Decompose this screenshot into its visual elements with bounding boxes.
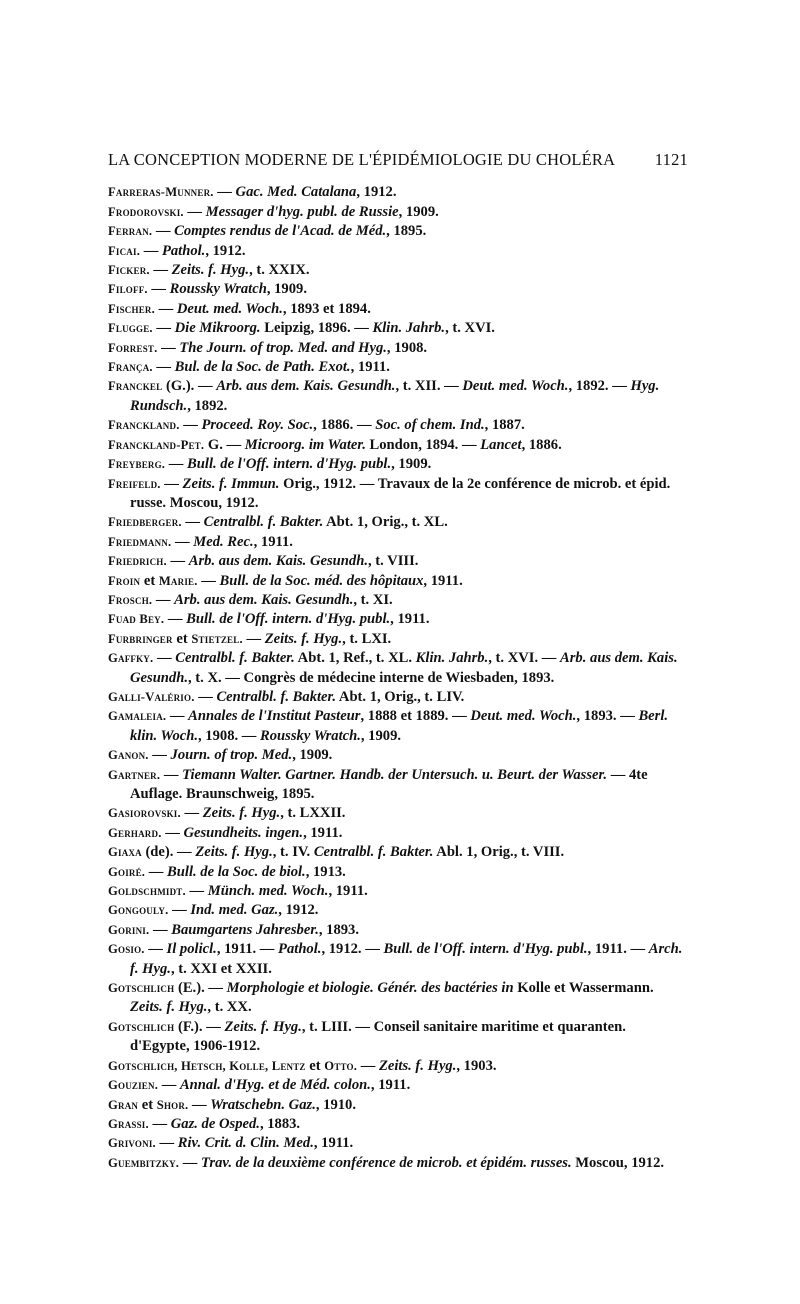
entry-source: Zeits. f. Hyg.: [130, 999, 208, 1016]
entry-author: Galli-Valério.: [108, 689, 195, 704]
entry-text: , 1911.: [313, 1135, 354, 1152]
entry-text: , 1909.: [292, 747, 333, 764]
entry-author: Ferran.: [108, 224, 153, 239]
entry-text: , 1895.: [386, 223, 427, 240]
entry-text: , 1886.: [521, 436, 562, 453]
entry-text: , 1911.: [390, 611, 430, 628]
bibliography-entry: [108, 843, 688, 862]
bibliography-entry: [108, 261, 688, 280]
entry-author: Gotschlich, Hetsch, Kolle, Lentz: [108, 1058, 306, 1073]
bibliography-entry: [108, 824, 688, 843]
entry-author: Gasiorovski.: [108, 806, 181, 821]
entry-text: , 1892. —: [568, 378, 631, 395]
entry-text: , 1886. —: [313, 417, 376, 434]
entry-author: Frosch.: [108, 592, 153, 607]
entry-text: —: [147, 281, 170, 298]
bibliography-entry: [108, 746, 688, 765]
entry-source: Pathol.: [278, 941, 322, 958]
entry-text: —: [161, 824, 184, 841]
entry-text: , t. LXI.: [342, 630, 392, 647]
entry-author: Flugge.: [108, 321, 153, 336]
bibliography-entry: [108, 300, 688, 319]
entry-source: Gaz. de Osped.: [170, 1115, 260, 1132]
entry-text: Abt. 1, Orig., t. XL.: [323, 514, 448, 531]
entry-author: Gorini.: [108, 922, 150, 937]
entry-author: Gamaleia.: [108, 709, 167, 724]
entry-text: —: [188, 1096, 211, 1113]
entry-source: Pathol.: [161, 242, 206, 259]
entry-author: Guembitzky.: [108, 1155, 180, 1170]
bibliography-list: [108, 183, 688, 1173]
entry-text: , 1892.: [187, 397, 228, 414]
page-number: 1121: [654, 150, 688, 169]
entry-text: —: [152, 591, 175, 608]
entry-source: Arb. aus dem. Kais. Gesundh.: [216, 378, 396, 395]
entry-author: Grassi.: [108, 1116, 149, 1131]
entry-source: Zeits. f. Immun.: [182, 475, 280, 492]
entry-text: , t. LXXII.: [280, 805, 346, 822]
entry-source: Comptes rendus de l'Acad. de Méd.: [174, 223, 387, 240]
entry-author: Filoff.: [108, 282, 148, 297]
entry-text: —: [152, 223, 175, 240]
running-title: LA CONCEPTION MODERNE DE L'ÉPIDÉMIOLOGIE DU CHOLÉRA: [108, 150, 616, 169]
entry-text: —: [166, 708, 189, 725]
entry-text: , 1912. —: [321, 941, 384, 958]
entry-text: —: [149, 262, 172, 279]
entry-source: Deut. med. Woch.: [462, 378, 569, 395]
entry-source: Trav. de la deuxième conférence de microb. et épidém. russes.: [201, 1154, 572, 1171]
entry-author: Giaxa: [108, 845, 142, 860]
entry-text: Leipzig, 1896. —: [260, 320, 373, 337]
entry-author: Frodorovski.: [108, 204, 184, 219]
entry-text: , 1909.: [266, 281, 307, 298]
entry-text: , 1911.: [350, 359, 390, 376]
entry-author: Forrest.: [108, 340, 158, 355]
entry-author: França.: [108, 360, 153, 375]
bibliography-entry: [108, 591, 688, 610]
entry-text: , 1903.: [456, 1057, 497, 1074]
bibliography-entry: [108, 416, 688, 435]
entry-source: Gesundheits. ingen.: [183, 824, 304, 841]
entry-source: Deut. med. Woch.: [176, 300, 283, 317]
entry-source: Zeits. f. Hyg.: [264, 630, 343, 647]
entry-author: Gouzien.: [108, 1078, 159, 1093]
bibliography-entry: [108, 901, 688, 920]
entry-author: Fuad Bey.: [108, 612, 165, 627]
entry-text: et: [305, 1057, 325, 1074]
entry-source: Bull. de l'Off. intern. d'Hyg. publ.: [383, 941, 588, 958]
entry-text: (de). —: [141, 844, 196, 861]
entry-source: Klin. Jahrb.: [415, 650, 489, 667]
entry-source: Baumgartens Jahresber.: [171, 921, 319, 938]
entry-author: Marie.: [158, 573, 198, 588]
entry-text: (E.). —: [174, 980, 227, 997]
entry-text: , 1909.: [391, 456, 432, 473]
bibliography-entry: [108, 513, 688, 532]
bibliography-entry: [108, 533, 688, 552]
entry-text: , t. XVI.: [445, 320, 495, 337]
entry-author: Gotschlich: [108, 1019, 175, 1034]
entry-source: Arb. aus dem. Kais. Gesundh.: [174, 591, 354, 608]
bibliography-entry: [108, 1096, 688, 1115]
entry-author: Gaffky.: [108, 651, 154, 666]
entry-source: Messager d'hyg. publ. de Russie: [205, 203, 399, 220]
entry-author: Friedrich.: [108, 554, 167, 569]
entry-text: —: [153, 650, 176, 667]
entry-author: Ganon.: [108, 748, 149, 763]
entry-source: Gac. Med. Catalana: [235, 184, 357, 201]
entry-text: Abl. 1, Orig., t. VIII.: [433, 844, 565, 861]
entry-text: —: [194, 688, 217, 705]
entry-source: Lancet: [480, 436, 522, 453]
entry-source: Soc. of chem. Ind.: [375, 417, 485, 434]
entry-text: et: [172, 630, 192, 647]
entry-text: , t. XVI. —: [488, 650, 561, 667]
entry-text: , 1910.: [315, 1096, 356, 1113]
entry-text: , 1888 et 1889. —: [360, 708, 471, 725]
entry-source: Zeits. f. Hyg.: [224, 1018, 302, 1035]
entry-text: —: [148, 1115, 171, 1132]
entry-author: Friedmann.: [108, 534, 172, 549]
entry-author: Gotschlich: [108, 981, 175, 996]
entry-text: —: [185, 883, 208, 900]
entry-text: —: [160, 475, 183, 492]
entry-author: Gosio.: [108, 942, 145, 957]
entry-source: Microorg. im Water.: [244, 436, 366, 453]
bibliography-entry: [108, 1134, 688, 1153]
entry-author: Friedberger.: [108, 515, 182, 530]
bibliography-entry: [108, 804, 688, 823]
entry-text: , 1893 et 1894.: [282, 300, 371, 317]
bibliography-entry: [108, 436, 688, 455]
bibliography-entry: [108, 455, 688, 474]
entry-text: —: [171, 533, 194, 550]
entry-source: Annales de l'Institut Pasteur: [188, 708, 361, 725]
entry-text: —: [168, 902, 191, 919]
entry-text: (F.). —: [174, 1018, 225, 1035]
entry-author: Farreras-Munner.: [108, 185, 214, 200]
bibliography-entry: [108, 707, 688, 746]
entry-text: et: [140, 572, 159, 589]
entry-author: Fischer.: [108, 301, 155, 316]
entry-text: , t. XXIX.: [249, 262, 310, 279]
entry-text: , 1893. —: [576, 708, 639, 725]
entry-text: , 1913.: [305, 863, 346, 880]
entry-source: Deut. med. Woch.: [470, 708, 577, 725]
entry-text: —: [242, 630, 265, 647]
entry-text: —: [213, 184, 236, 201]
entry-text: —: [145, 863, 168, 880]
bibliography-entry: [108, 1115, 688, 1134]
entry-text: , 1911.: [328, 883, 368, 900]
bibliography-entry: [108, 1057, 688, 1076]
entry-text: , 1912.: [278, 902, 319, 919]
entry-author: Gerhard.: [108, 825, 162, 840]
entry-source: Zeits. f. Hyg.: [195, 844, 273, 861]
entry-source: Arb. aus dem. Kais. Gesundh.: [188, 553, 368, 570]
entry-source: Die Mikroorg.: [174, 320, 261, 337]
entry-text: —: [164, 611, 187, 628]
bibliography-entry: [108, 280, 688, 299]
entry-text: , t. X. — Congrès de médecine interne de Wiesbaden, 1893.: [188, 669, 555, 686]
entry-source: Bull. de la Soc. de biol.: [167, 863, 306, 880]
entry-text: —: [183, 203, 206, 220]
entry-author: Freifeld.: [108, 476, 161, 491]
entry-text: , 1911.: [253, 533, 293, 550]
entry-source: Münch. med. Woch.: [207, 883, 329, 900]
entry-text: —: [165, 456, 188, 473]
entry-text: Abt. 1, Ref., t. XL.: [294, 650, 416, 667]
entry-text: , t. LIII. — Conseil sanitaire maritime et quaranten. d'Egypte, 1906-1912.: [130, 1018, 626, 1055]
entry-author: Freyberg.: [108, 457, 166, 472]
entry-author: Otto.: [324, 1058, 358, 1073]
entry-text: —: [154, 300, 177, 317]
entry-source: Bul. de la Soc. de Path. Exot.: [174, 359, 351, 376]
entry-text: , 1893.: [318, 921, 359, 938]
bibliography-entry: [108, 921, 688, 940]
entry-text: —: [160, 766, 183, 783]
entry-source: Arb. aus dem. Kais. Gesundh.: [130, 650, 678, 686]
bibliography-entry: [108, 358, 688, 377]
entry-text: — 4te Auflage. Braunschweig, 1895.: [130, 766, 648, 802]
entry-source: Centralbl. f. Bakter.: [313, 844, 434, 861]
entry-source: Hyg. Rundsch.: [130, 378, 660, 414]
entry-source: Centralbl. f. Bakter.: [203, 514, 324, 531]
entry-text: —: [152, 320, 175, 337]
bibliography-entry: [108, 882, 688, 901]
entry-author: Stietzel.: [191, 631, 243, 646]
entry-text: , 1909.: [398, 203, 439, 220]
entry-source: Centralbl. f. Bakter.: [175, 650, 295, 667]
bibliography-entry: [108, 688, 688, 707]
bibliography-entry: [108, 1076, 688, 1095]
entry-text: —: [158, 1077, 180, 1094]
entry-text: , 1911.: [303, 824, 343, 841]
entry-text: , t. XII. —: [395, 378, 463, 395]
entry-author: Franckland.: [108, 418, 180, 433]
entry-source: Bull. de la Soc. méd. des hôpitaux: [219, 572, 424, 589]
entry-text: , 1911. —: [587, 941, 649, 958]
bibliography-entry: [108, 1018, 688, 1057]
entry-text: , t. XX.: [207, 999, 252, 1016]
entry-source: Arch. f. Hyg.: [130, 941, 683, 977]
bibliography-entry: [108, 649, 688, 688]
bibliography-entry: [108, 183, 688, 202]
entry-text: , 1908. —: [198, 727, 261, 744]
entry-text: —: [181, 514, 204, 531]
entry-text: Moscou, 1912.: [571, 1154, 665, 1171]
entry-source: Bull. de l'Off. intern. d'Hyg. publ.: [187, 456, 392, 473]
bibliography-entry: [108, 242, 688, 261]
bibliography-entry: [108, 475, 688, 514]
entry-text: —: [140, 242, 162, 259]
entry-text: —: [148, 747, 171, 764]
entry-text: —: [157, 339, 180, 356]
entry-text: —: [179, 1154, 202, 1171]
entry-text: Orig., 1912. — Travaux de la 2e conférence de microb. et épid. russe. Moscou, 1912.: [130, 475, 671, 511]
entry-source: Bull. de l'Off. intern. d'Hyg. publ.: [186, 611, 391, 628]
entry-text: , t. XXI et XXII.: [170, 960, 272, 977]
entry-author: Gran: [108, 1097, 139, 1112]
entry-source: Zeits. f. Hyg.: [202, 805, 281, 822]
entry-text: , 1887.: [484, 417, 525, 434]
entry-author: Goldschmidt.: [108, 884, 186, 899]
entry-source: Roussky Wratch: [169, 281, 267, 298]
bibliography-entry: [108, 1154, 688, 1173]
entry-text: , 1912.: [356, 184, 397, 201]
document-page: [108, 150, 688, 1173]
bibliography-entry: [108, 979, 688, 1018]
entry-text: —: [144, 941, 167, 958]
entry-author: Ficker.: [108, 263, 150, 278]
entry-text: , t. XI.: [353, 591, 393, 608]
entry-source: Il policl.: [166, 941, 217, 958]
entry-text: —: [180, 805, 203, 822]
entry-author: Ficai.: [108, 243, 141, 258]
entry-author: Franckland-Pet.: [108, 437, 205, 452]
bibliography-entry: [108, 222, 688, 241]
entry-source: Berl. klin. Woch.: [130, 708, 669, 744]
entry-text: —: [155, 1135, 178, 1152]
bibliography-entry: [108, 203, 688, 222]
entry-source: Annal. d'Hyg. et de Méd. colon.: [179, 1077, 371, 1094]
entry-source: Ind. med. Gaz.: [190, 902, 279, 919]
entry-source: Zeits. f. Hyg.: [171, 262, 250, 279]
entry-author: Grivoni.: [108, 1136, 156, 1151]
entry-text: , 1908.: [386, 339, 428, 356]
bibliography-entry: [108, 610, 688, 629]
entry-text: , 1912.: [205, 242, 246, 259]
entry-text: —: [149, 921, 172, 938]
entry-text: G. —: [204, 436, 245, 453]
entry-source: Tiemann Walter. Gartner. Handb. der Untersuch. u. Beurt. der Wasser.: [182, 766, 608, 783]
entry-author: Franckel: [108, 379, 163, 394]
entry-text: , t. VIII.: [367, 553, 419, 570]
entry-text: —: [152, 359, 175, 376]
entry-author: Goiré.: [108, 864, 146, 879]
entry-text: (G.). —: [162, 378, 217, 395]
entry-source: Morphologie et biologie. Génér. des bactéries in: [226, 980, 514, 997]
entry-author: Shor.: [156, 1097, 189, 1112]
entry-author: Furbringer: [108, 631, 173, 646]
entry-text: —: [166, 553, 189, 570]
bibliography-entry: [108, 339, 688, 358]
entry-text: Abt. 1, Orig., t. LIV.: [336, 688, 465, 705]
entry-source: Zeits. f. Hyg.: [378, 1057, 457, 1074]
bibliography-entry: [108, 572, 688, 591]
bibliography-entry: [108, 766, 688, 805]
bibliography-entry: [108, 863, 688, 882]
entry-source: Centralbl. f. Bakter.: [216, 688, 337, 705]
entry-text: —: [179, 417, 202, 434]
bibliography-entry: [108, 319, 688, 338]
running-header: [108, 150, 688, 169]
entry-source: Proceed. Roy. Soc.: [201, 417, 314, 434]
entry-author: Gongouly.: [108, 903, 169, 918]
entry-text: Kolle et Wassermann.: [513, 980, 654, 997]
entry-text: et: [138, 1096, 157, 1113]
entry-text: , 1911. —: [216, 941, 279, 958]
entry-source: Med. Rec.: [193, 533, 254, 550]
entry-text: —: [357, 1057, 379, 1074]
entry-text: —: [197, 572, 220, 589]
entry-source: Journ. of trop. Med.: [170, 747, 293, 764]
entry-source: Klin. Jahrb.: [372, 320, 446, 337]
entry-text: , 1883.: [259, 1115, 301, 1132]
entry-source: The Journ. of trop. Med. and Hyg.: [179, 339, 387, 356]
entry-author: Froin: [108, 573, 141, 588]
entry-text: , 1909.: [360, 727, 402, 744]
bibliography-entry: [108, 940, 688, 979]
bibliography-entry: [108, 552, 688, 571]
entry-text: , 1911.: [423, 572, 463, 589]
entry-source: Riv. Crit. d. Clin. Med.: [177, 1135, 314, 1152]
entry-source: Roussky Wratch.: [260, 727, 361, 744]
entry-text: , 1911.: [370, 1077, 411, 1094]
entry-author: Gartner.: [108, 767, 161, 782]
bibliography-entry: [108, 630, 688, 649]
entry-text: London, 1894. —: [365, 436, 481, 453]
entry-text: , t. IV.: [272, 844, 314, 861]
entry-source: Wratschebn. Gaz.: [210, 1096, 316, 1113]
bibliography-entry: [108, 377, 688, 416]
